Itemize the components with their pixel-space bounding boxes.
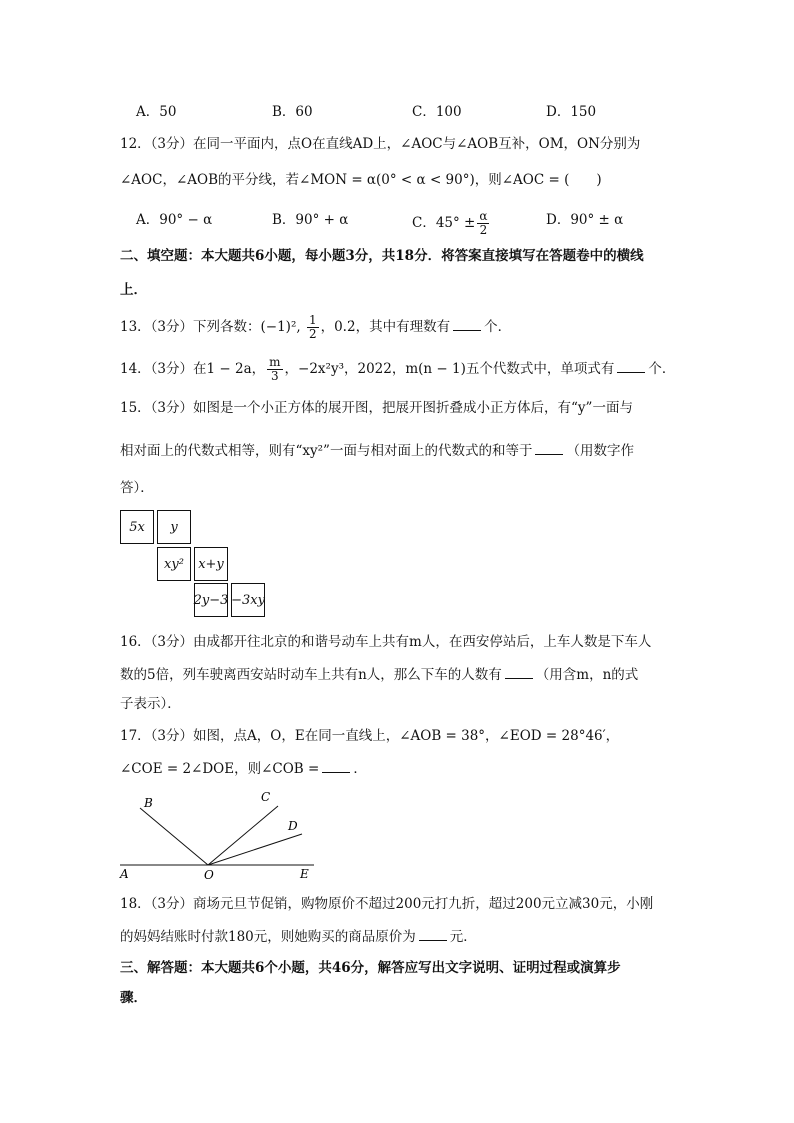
q16-line1: 16．（3分）由成都开往北京的和谐号动车上共有m人，在西安停站后，上车人数是下车人 <box>120 634 652 650</box>
angle-figure <box>116 788 320 882</box>
ray-ob <box>140 808 208 865</box>
net-cell-x-plus-y: x+y <box>194 547 228 581</box>
label-c: C <box>261 790 271 804</box>
net-cell-y: y <box>157 510 191 544</box>
q16-line3: 子表示）． <box>120 696 181 712</box>
q13-line: 13．（3分）下列各数：(−1)², $\frac{1}{2}$ ，0.2̇，其中有理数有 个． <box>120 313 512 341</box>
q14-fraction: $\frac{m}{3}$ <box>269 355 281 383</box>
q11-option-b: B．60 <box>272 104 313 120</box>
q12-option-a: A．90° − α <box>136 212 213 228</box>
q12-line1: 12．（3分）在同一平面内，点O在直线AD上，∠AOC与∠AOB互补，OM，ON分别为 <box>120 136 641 152</box>
q11-option-c: C．100 <box>412 104 462 120</box>
q11-option-d: D．150 <box>546 104 597 120</box>
q15-line3: 答）． <box>120 480 154 496</box>
q17-line2: ∠COE = 2∠DOE，则∠COB = ． <box>120 758 367 779</box>
q13-fraction: $\frac{1}{2}$ <box>308 313 317 341</box>
q18-answer-blank[interactable] <box>419 926 447 941</box>
q12-line2: ∠AOC，∠AOB的平分线，若∠MON = α(0° < α < 90°)，则∠AOC = ( ) <box>120 172 602 188</box>
q15-line2: 相对面上的代数式相等，则有“xy²”一面与相对面上的代数式的和等于 （用数字作 <box>120 440 634 461</box>
section2-heading-line1: 二、填空题：本大题共6小题，每小题3分，共18分．将答案直接填写在答题卷中的横线 <box>120 248 644 264</box>
label-o: O <box>204 868 214 882</box>
q16-line2: 数的5倍，列车驶离西安站时动车上共有n人，那么下车的人数有 （用含m，n的式 <box>120 664 638 685</box>
section3-heading-line1: 三、解答题：本大题共6个小题，共46分，解答应写出文字说明、证明过程或演算步 <box>120 960 621 976</box>
q15-line1: 15．（3分）如图是一个小正方体的展开图，把展开图折叠成小正方体后，有“y”一面与 <box>120 400 633 416</box>
section3-heading-line2: 骤． <box>120 990 147 1006</box>
net-cell-2y-minus-3: 2y−3 <box>194 583 228 617</box>
net-cell-5x: 5x <box>120 510 154 544</box>
net-cell-minus-3xy: −3xy <box>231 583 265 617</box>
q13-answer-blank[interactable] <box>453 316 481 331</box>
q17-line1: 17．（3分）如图，点A，O，E在同一直线上，∠AOB = 38°，∠EOD = 28°46′， <box>120 728 620 744</box>
ray-oc <box>208 806 278 865</box>
q11-option-a: A．50 <box>136 104 177 120</box>
label-e: E <box>300 867 309 881</box>
q14-answer-blank[interactable] <box>617 358 645 373</box>
q15-answer-blank[interactable] <box>535 440 563 455</box>
q18-line2: 的妈妈结账时付款180元，则她购买的商品原价为 元． <box>120 926 477 947</box>
q12-option-d: D．90° ± α <box>546 212 624 228</box>
q12-option-b: B．90° + α <box>272 212 349 228</box>
q17-answer-blank[interactable] <box>322 758 350 773</box>
label-b: B <box>144 796 153 810</box>
net-cell-xy2: xy² <box>157 547 191 581</box>
ray-od <box>208 834 302 865</box>
q16-answer-blank[interactable] <box>505 664 533 679</box>
q12-option-c: C．45° ± $\frac{\alpha}{2}$ <box>412 209 488 237</box>
label-d: D <box>288 819 298 833</box>
section2-heading-line2: 上． <box>120 282 147 298</box>
q14-line: 14．（3分）在1 − 2a， $\frac{m}{3}$ ，−2x²y³，2022，m(n − 1)五个代数式中，单项式有 个． <box>120 355 676 383</box>
q12-option-c-fraction: $\frac{\alpha}{2}$ <box>479 209 488 237</box>
q18-line1: 18．（3分）商场元旦节促销，购物原价不超过200元打九折，超过200元立减30元，小刚 <box>120 896 654 912</box>
label-a: A <box>120 867 129 881</box>
